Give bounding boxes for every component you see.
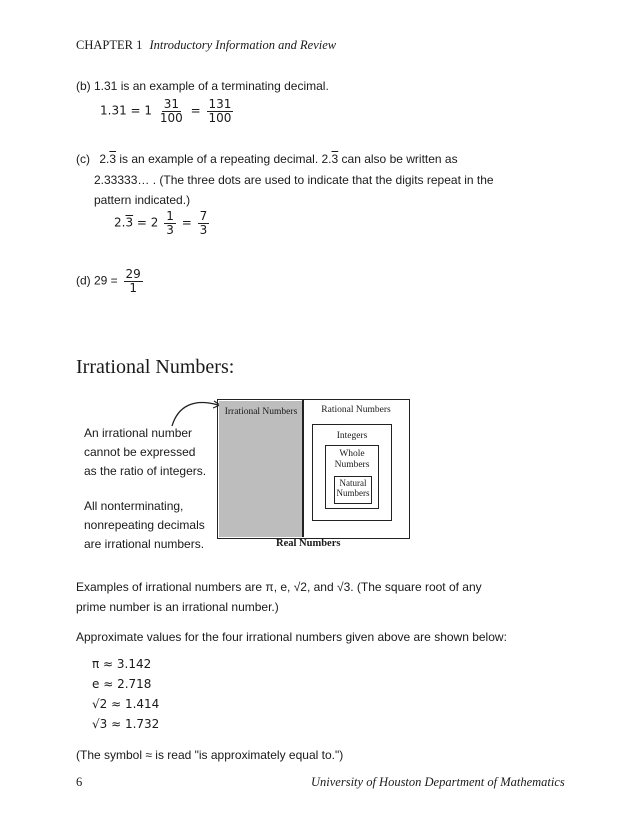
examples-line-2: prime number is an irrational number.)	[76, 600, 279, 614]
repeating-digit: 3	[109, 152, 117, 166]
note-line: cannot be expressed	[84, 445, 196, 459]
approx-sqrt3: √3 ≈ 1.732	[92, 717, 160, 731]
part-b-eq-left: 1.31 = 1	[100, 103, 153, 118]
part-d-label: (d) 29 =	[76, 273, 118, 288]
fraction-numerator: 1	[166, 209, 174, 223]
part-d-fraction	[124, 268, 143, 294]
part-b-text: (b) 1.31 is an example of a terminating decimal.	[76, 79, 329, 93]
region-divider	[302, 400, 304, 537]
fraction-denominator: 1	[129, 280, 137, 295]
irrational-label: Irrational Numbers	[224, 407, 298, 417]
footer-institution: University of Houston Department of Mathematics	[311, 775, 565, 789]
natural-numbers-label: Natural Numbers	[336, 478, 370, 499]
part-b-fraction-1	[158, 98, 185, 124]
page-number: 6	[76, 775, 83, 789]
fraction-denominator: 3	[199, 222, 208, 237]
section-title: Irrational Numbers:	[76, 356, 235, 378]
page-header	[76, 38, 336, 53]
repeating-digit: 3	[125, 215, 134, 230]
chapter-subtitle: Introductory Information and Review	[149, 38, 337, 52]
fraction-numerator: 131	[208, 97, 232, 111]
part-c-text-b: is an example of a repeating decimal. 2.	[116, 152, 332, 166]
equals-sign: =	[190, 103, 201, 118]
note-line: An irrational number	[84, 426, 193, 440]
part-c-equation	[114, 210, 211, 236]
part-c-fraction-1	[164, 210, 176, 236]
diagram-note-1	[84, 424, 206, 481]
part-c-line-3: pattern indicated.)	[94, 193, 191, 207]
part-b-fraction-2	[207, 98, 234, 124]
chapter-label: CHAPTER 1	[76, 38, 143, 52]
eq-a: 2.	[114, 215, 126, 230]
note-line: as the ratio of integers.	[84, 464, 207, 478]
whole-numbers-label: Whole Numbers	[334, 449, 370, 470]
approx-list	[92, 654, 159, 734]
part-c-fraction-2	[198, 210, 210, 236]
note-line: nonrepeating decimals	[84, 518, 205, 532]
examples-line-3: Approximate values for the four irrational numbers given above are shown below:	[76, 630, 507, 644]
irrational-region	[219, 401, 303, 537]
part-c-label: (c)	[76, 152, 90, 166]
repeating-digit: 3	[331, 152, 339, 166]
fraction-denominator: 100	[208, 110, 232, 125]
fraction-numerator: 29	[125, 267, 141, 281]
approx-e: e ≈ 2.718	[92, 677, 152, 691]
part-d-equation	[76, 268, 145, 294]
equals-sign: =	[181, 215, 192, 230]
approx-sqrt2: √2 ≈ 1.414	[92, 697, 160, 711]
real-numbers-label: Real Numbers	[276, 538, 341, 549]
note-line: All nonterminating,	[84, 499, 184, 513]
part-b-equation	[100, 98, 235, 124]
fraction-denominator: 3	[166, 222, 174, 237]
symbol-note: (The symbol ≈ is read "is approximately equal to.")	[76, 748, 344, 762]
approx-pi: π ≈ 3.142	[92, 657, 152, 671]
fraction-numerator: 7	[199, 209, 208, 223]
part-c-text-c: can also be written as	[338, 152, 458, 166]
integers-label: Integers	[336, 431, 368, 441]
diagram-note-2	[84, 497, 205, 554]
part-c-line-1	[76, 152, 458, 166]
eq-b: = 2	[133, 215, 159, 230]
part-c-text-a: 2.	[99, 152, 110, 166]
note-line: are irrational numbers.	[84, 537, 205, 551]
part-c-line-2: 2.33333… . (The three dots are used to indicate that the digits repeat in the	[94, 173, 494, 187]
rational-label: Rational Numbers	[321, 405, 391, 415]
examples-line-1: Examples of irrational numbers are π, e, √2, and √3. (The square root of any	[76, 580, 482, 594]
fraction-numerator: 31	[163, 97, 179, 111]
fraction-denominator: 100	[159, 110, 183, 125]
